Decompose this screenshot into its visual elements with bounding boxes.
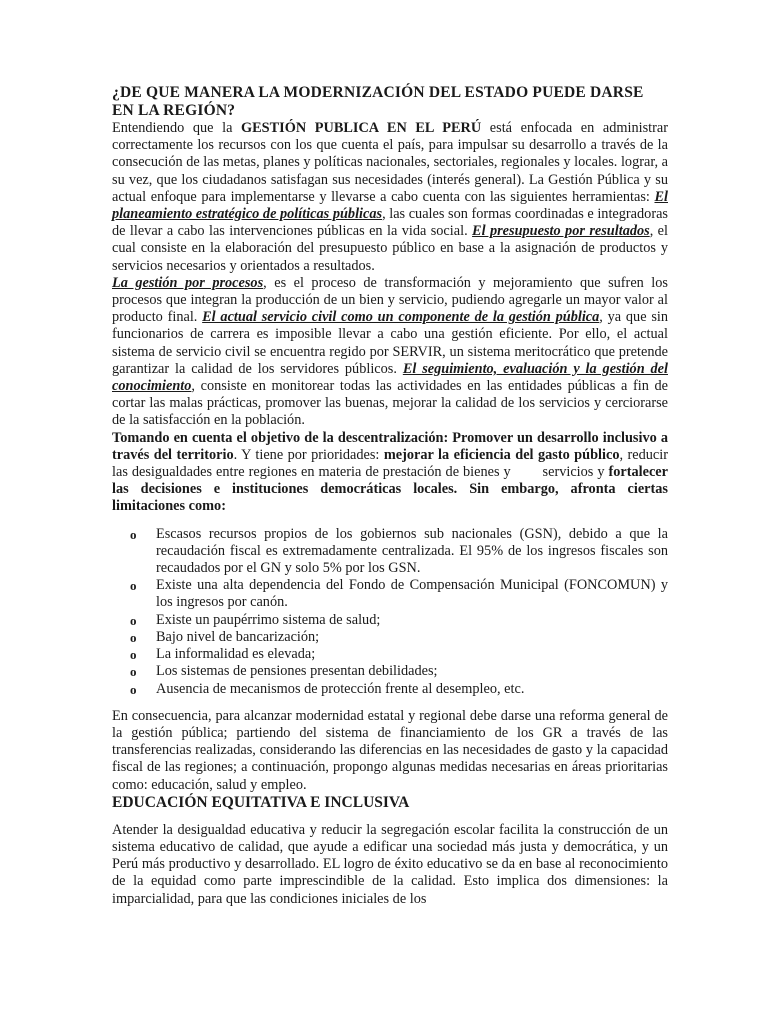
descentralizacion-bold-1: Tomando en cuenta el objetivo de la descentralización: Promover un desarrollo inclusivo a través del territorio xyxy=(112,429,668,463)
procesos-text-2: , ya que sin funcionarios de carrera es imposible llevar a cabo una gestión eficiente. Por ello, el actual sistema de servicio civil se encuentra regido por SERVIR, un sistema meritocrático que pretende garantizar la calidad de los servidores públicos. xyxy=(112,309,668,377)
intro-text-2: está enfocada en administrar correctamente los recursos con los que cuenta el país, para impulsar su desarrollo a través de la consecución de las metas, planes y políticas nacionales, sectoriales, regionales y locales. lograr, a su vez, que los ciudadanos satisfagan sus necesidades (interés general). La Gestión Pública y su actual enfoque para implementarse y llevarse a cabo cuenta con las siguientes herramientas: xyxy=(112,120,669,205)
descentralizacion-text-1: . Y tiene por prioridades: xyxy=(233,446,384,463)
intro-text-4: , el cual consiste en la elaboración del presupuesto público en base a la asignación de productos y servicios necesarios y orientados a resultados. xyxy=(112,223,668,274)
intro-bold-gestion: GESTIÓN PUBLICA EN EL PERÚ xyxy=(241,120,482,136)
list-item-text: Ausencia de mecanismos de protección frente al desempleo, etc. xyxy=(156,680,525,697)
procesos-term-servicio-civil: El actual servicio civil como un componente de la gestión pública xyxy=(202,309,600,326)
spacer xyxy=(112,812,668,822)
descentralizacion-bold-2: mejorar la eficiencia del gasto público xyxy=(383,446,620,463)
section-heading-educacion: EDUCACIÓN EQUITATIVA E INCLUSIVA xyxy=(112,793,410,811)
list-item-text: Bajo nivel de bancarización; xyxy=(156,628,320,645)
list-item-text: Existe una alta dependencia del Fondo de Compensación Municipal (FONCOMUN) y los ingresos por canón. xyxy=(156,577,668,611)
list-item-text: Existe un paupérrimo sistema de salud; xyxy=(156,611,381,628)
bullet-icon: o xyxy=(130,681,137,697)
descentralizacion-bold-3: fortalecer las decisiones e instituciones democráticas locales. Sin embargo, afronta ciertas limitaciones como: xyxy=(112,464,668,515)
list-item xyxy=(130,663,668,680)
list-item xyxy=(130,646,668,663)
bullet-icon: o xyxy=(130,612,137,628)
list-item xyxy=(130,525,668,578)
list-item xyxy=(130,680,668,698)
list-item xyxy=(130,611,668,629)
list-item-text: Escasos recursos propios de los gobiernos sub nacionales (GSN), debido a que la recaudación fiscal es extremadamente centralizada. El 95% de los ingresos fiscales son recaudados por el GN y solo 5% por los GSN. xyxy=(156,525,668,577)
bullet-icon: o xyxy=(130,664,137,680)
paragraph-procesos xyxy=(112,275,668,430)
list-item-text: La informalidad es elevada; xyxy=(156,646,316,663)
bullet-icon: o xyxy=(130,578,137,594)
bullet-icon: o xyxy=(130,629,137,645)
paragraph-educacion: Atender la desigualdad educativa y reducir la segregación escolar facilita la construcción de un sistema educativo de calidad, que ayude a edificar una sociedad más justa y democrática, y un Perú más productivo y desarrollado. EL logro de éxito educativo se da en base al reconocimiento de la equidad como parte imprescindible de la calidad. Esto implica dos dimensiones: la imparcialidad, para que las condiciones iniciales de los xyxy=(112,821,668,907)
list-item xyxy=(130,577,668,611)
bullet-icon: o xyxy=(130,647,137,663)
list-item-text: Los sistemas de pensiones presentan debilidades; xyxy=(156,663,438,680)
procesos-term-gestion: La gestión por procesos xyxy=(112,274,264,291)
procesos-term-seguimiento: El seguimiento, evaluación y la gestión del conocimiento xyxy=(112,360,668,395)
limitations-list xyxy=(112,526,668,698)
paragraph-consecuencia: En consecuencia, para alcanzar modernidad estatal y regional debe darse una reforma general de la gestión pública; partiendo del sistema de financiamiento de los GR a través de las transferencias realizadas, considerando las diferencias en las necesidades de gasto y la capacidad fiscal de las regiones; a continuación, propongo algunas medidas necesarias en áreas prioritarias como: educación, salud y empleo. xyxy=(112,707,668,793)
paragraph-intro xyxy=(112,120,668,275)
descentralizacion-text-2: , reducir las desigualdades entre regiones en materia de prestación de bienes y servicios y xyxy=(112,446,672,481)
procesos-text-3: , consiste en monitorear todas las actividades en las entidades públicas a fin de cortar las malas prácticas, promover las buenas, mejorar la calidad de los servicios y cerciorarse de la satisfacción en la población. xyxy=(112,378,668,429)
intro-text-1: Entendiendo que la xyxy=(112,120,242,136)
paragraph-descentralizacion xyxy=(112,429,672,516)
document-title: ¿DE QUE MANERA LA MODERNIZACIÓN DEL ESTADO PUEDE DARSE EN LA REGIÓN? xyxy=(112,84,644,119)
intro-term-presupuesto: El presupuesto por resultados xyxy=(472,223,650,240)
list-item xyxy=(130,628,668,646)
intro-text-3: , las cuales son formas coordinadas e integradoras de llevar a cabo las intervenciones públicas en la vida social. xyxy=(112,206,668,240)
bullet-icon: o xyxy=(130,526,137,542)
procesos-text-1: , es el proceso de transformación y mejoramiento que sufren los procesos que integran la producción de un bien y servicio, pudiendo agregarle un mayor valor al producto final. xyxy=(112,274,668,326)
intro-term-planeamiento: El planeamiento estratégico de políticas públicas xyxy=(112,188,668,223)
